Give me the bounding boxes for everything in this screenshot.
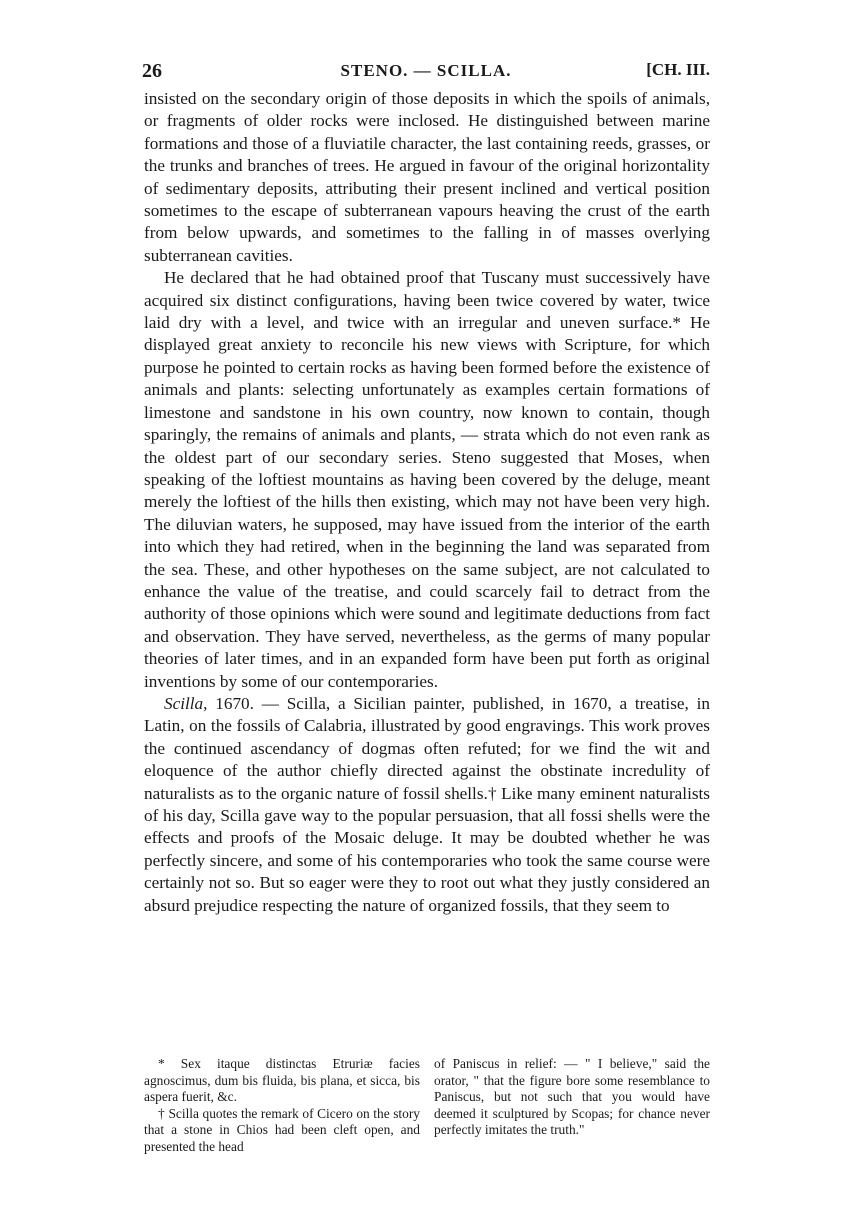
paragraph-1: insisted on the secondary origin of those deposits in which the spoils of animals, or fragments of older rocks were inclosed. He distinguished between marine formations and those of a fluviatile character, the last containing reeds, grasses, or the trunks and branches of trees. He argued in favour of the original horizontality of sedimentary deposits, attributing their present inclined and vertical position sometimes to the escape of subterranean vapours heaving the crust of the earth from below upwards, and sometimes to the falling in of masses overlying subterranean cavities. (144, 89, 710, 265)
paragraph-3-text: 1670. — Scilla, a Sicilian painter, published, in 1670, a treatise, in Latin, on the fossils of Calabria, illustrated by good engravings. This work proves the continued ascendancy of dogmas often refuted; for we find the wit and eloquence of the author chiefly directed against the obstinate incredulity of naturalists as to the organic nature of fossil shells.† Like many eminent naturalists of his day, Scilla gave way to the popular persuasion, that all fossi shells were the effects and proofs of the Mosaic deluge. It may be doubted whether he was perfectly sincere, and some of his contemporaries who took the same course were certainly not so. But so eager were they to root out what they justly considered an absurd prejudice respecting the nature of organized fossils, that they seem to (144, 693, 711, 915)
running-title: STENO. — SCILLA. (340, 61, 512, 80)
chapter-marker: [CH. III. (646, 60, 710, 79)
paragraph-2: He declared that he had obtained proof that Tuscany must successively have acquired six distinct configurations, having been twice covered by water, twice laid dry with a level, and twice with an irregular and uneven surface.* He displayed great anxiety to reconcile his new views with Scripture, for which purpose he pointed to certain rocks as having been formed before the existence of animals and plants: selecting unfortunately as examples certain formations of limestone and sandstone in his own country, now known to contain, though sparingly, the remains of animals and plants, — strata which do not even rank as the oldest part of our secondary series. Steno suggested that Moses, when speaking of the loftiest mountains as having been covered by the deluge, meant merely the loftiest of the hills then existing, which may not have been very high. The diluvian waters, he supposed, may have issued from the interior of the earth into which they had retired, when in the beginning the land was separated from the sea. These, and other hypotheses on the same subject, are not calculated to enhance the value of the treatise, and could scarcely fail to detract from the authority of those opinions which were sound and legitimate deductions from fact and observation. They have served, nevertheless, as the germs of many popular theories of later times, and in an expanded form have been put forth as original inventions by some of our contemporaries. (144, 268, 710, 691)
page-number: 26 (142, 60, 162, 82)
footnote-1: * Sex itaque distinctas Etruriæ facies agnoscimus, dum bis fluida, bis plana, et sicca, bis aspera fuerit, &c. (144, 1056, 420, 1105)
footnotes (144, 1056, 710, 1156)
main-text (144, 88, 710, 917)
paragraph-3 (144, 693, 710, 917)
footnote-2: † Scilla quotes the remark of Cicero on the story that a stone in Chios had been cleft open, and presented the head (144, 1105, 420, 1154)
running-header (142, 60, 710, 86)
footnote-column-left (144, 1056, 420, 1156)
section-run-in-heading: Scilla, (164, 693, 208, 713)
footnote-2-continued: of Paniscus in relief: — " I believe," said the orator, " that the figure bore some resemblance to Paniscus, but not such that you would have deemed it sculptured by Scopas; for chance never perfectly imitates the truth." (434, 1056, 710, 1138)
footnote-column-right (434, 1056, 710, 1156)
